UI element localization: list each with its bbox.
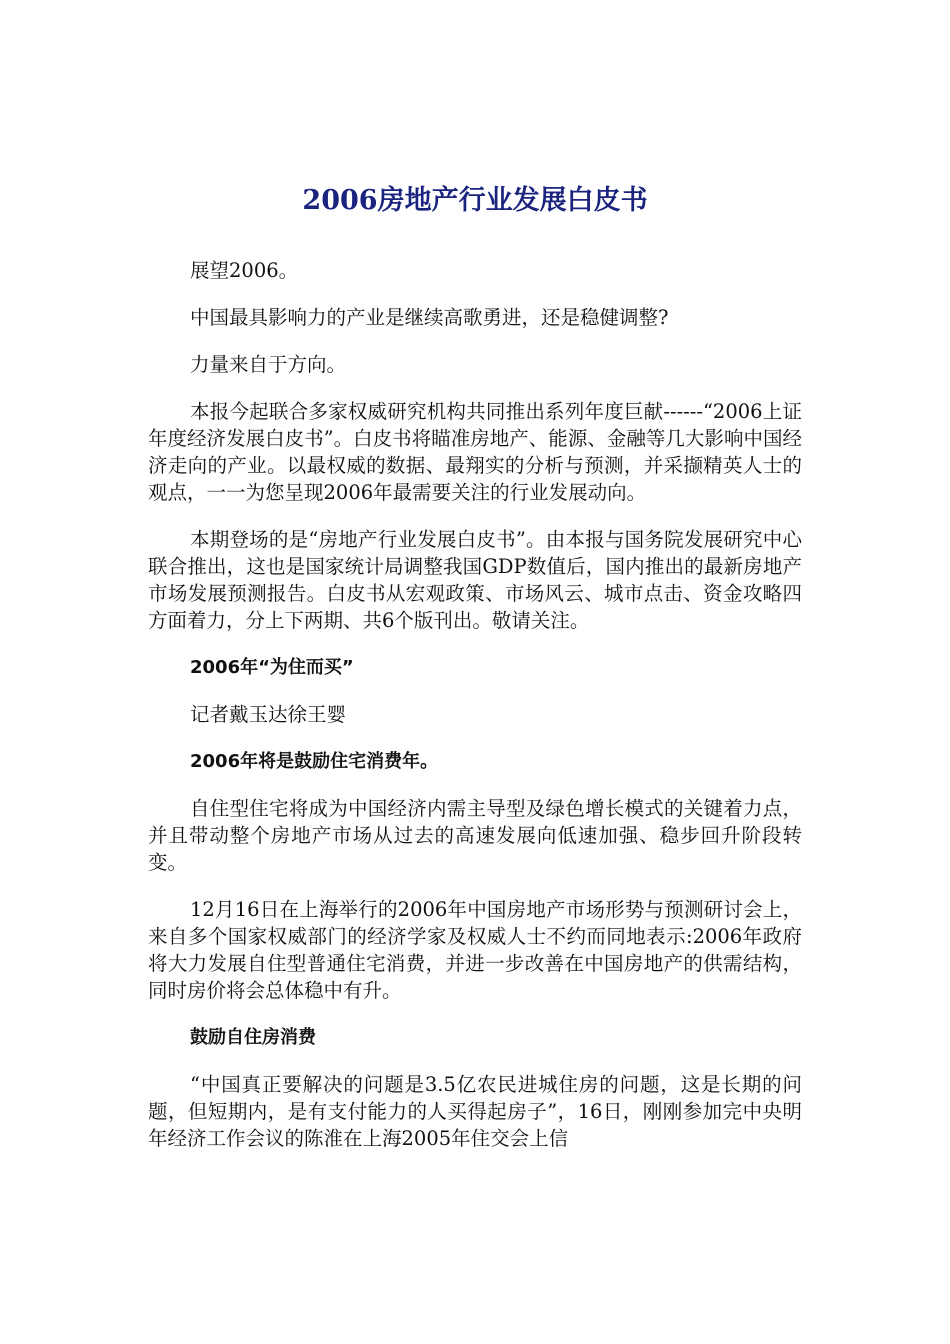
document-title: 2006房地产行业发展白皮书 — [302, 185, 648, 216]
paragraph-self-use-housing: 自住型住宅将成为中国经济内需主导型及绿色增长模式的关键着力点，并且带动整个房地产市场从过去的高速发展向低速加强、稳步回升阶段转变。 — [148, 797, 802, 874]
paragraph-this-issue: 本期登场的是“房地产行业发展白皮书”。由本报与国务院发展研究中心联合推出，这也是国家统计局调整我国GDP数值后，国内推出的最新房地产市场发展预测报告。白皮书从宏观政策、市场风云、城市点击、资金攻略四方面着力，分上下两期、共6个版刊出。敬请关注。 — [148, 528, 802, 632]
paragraph-question: 中国最具影响力的产业是继续高歌勇进，还是稳健调整? — [190, 306, 669, 329]
paragraph-intro: 展望2006。 — [190, 259, 299, 282]
paragraph-quote: “中国真正要解决的问题是3.5亿农民进城住房的问题，这是长期的问题，但短期内，是有支付能力的人买得起房子”，16日，刚刚参加完中央明年经济工作会议的陈淮在上海2005年住交会上信 — [148, 1073, 802, 1150]
section-heading-buy-to-live: 2006年“为住而买” — [190, 657, 354, 678]
paragraph-series-intro: 本报今起联合多家权威研究机构共同推出系列年度巨献------“2006上证年度经济发展白皮书”。白皮书将瞄准房地产、能源、金融等几大影响中国经济走向的产业。以最权威的数据、最翔实的分析与预测，并采撷精英人士的观点，一一为您呈现2006年最需要关注的行业发展动向。 — [148, 400, 802, 504]
section-heading-encourage: 鼓励自住房消费 — [190, 1027, 316, 1048]
byline: 记者戴玉达徐王婴 — [190, 703, 347, 726]
paragraph-seminar: 12月16日在上海举行的2006年中国房地产市场形势与预测研讨会上，来自多个国家权威部门的经济学家及权威人士不约而同地表示:2006年政府将大力发展自住型普通住宅消费，并进一步改善在中国房地产的供需结构，同时房价将会总体稳中有升。 — [148, 898, 802, 1002]
section-heading-consumption-year: 2006年将是鼓励住宅消费年。 — [190, 751, 439, 772]
paragraph-direction: 力量来自于方向。 — [190, 353, 347, 376]
